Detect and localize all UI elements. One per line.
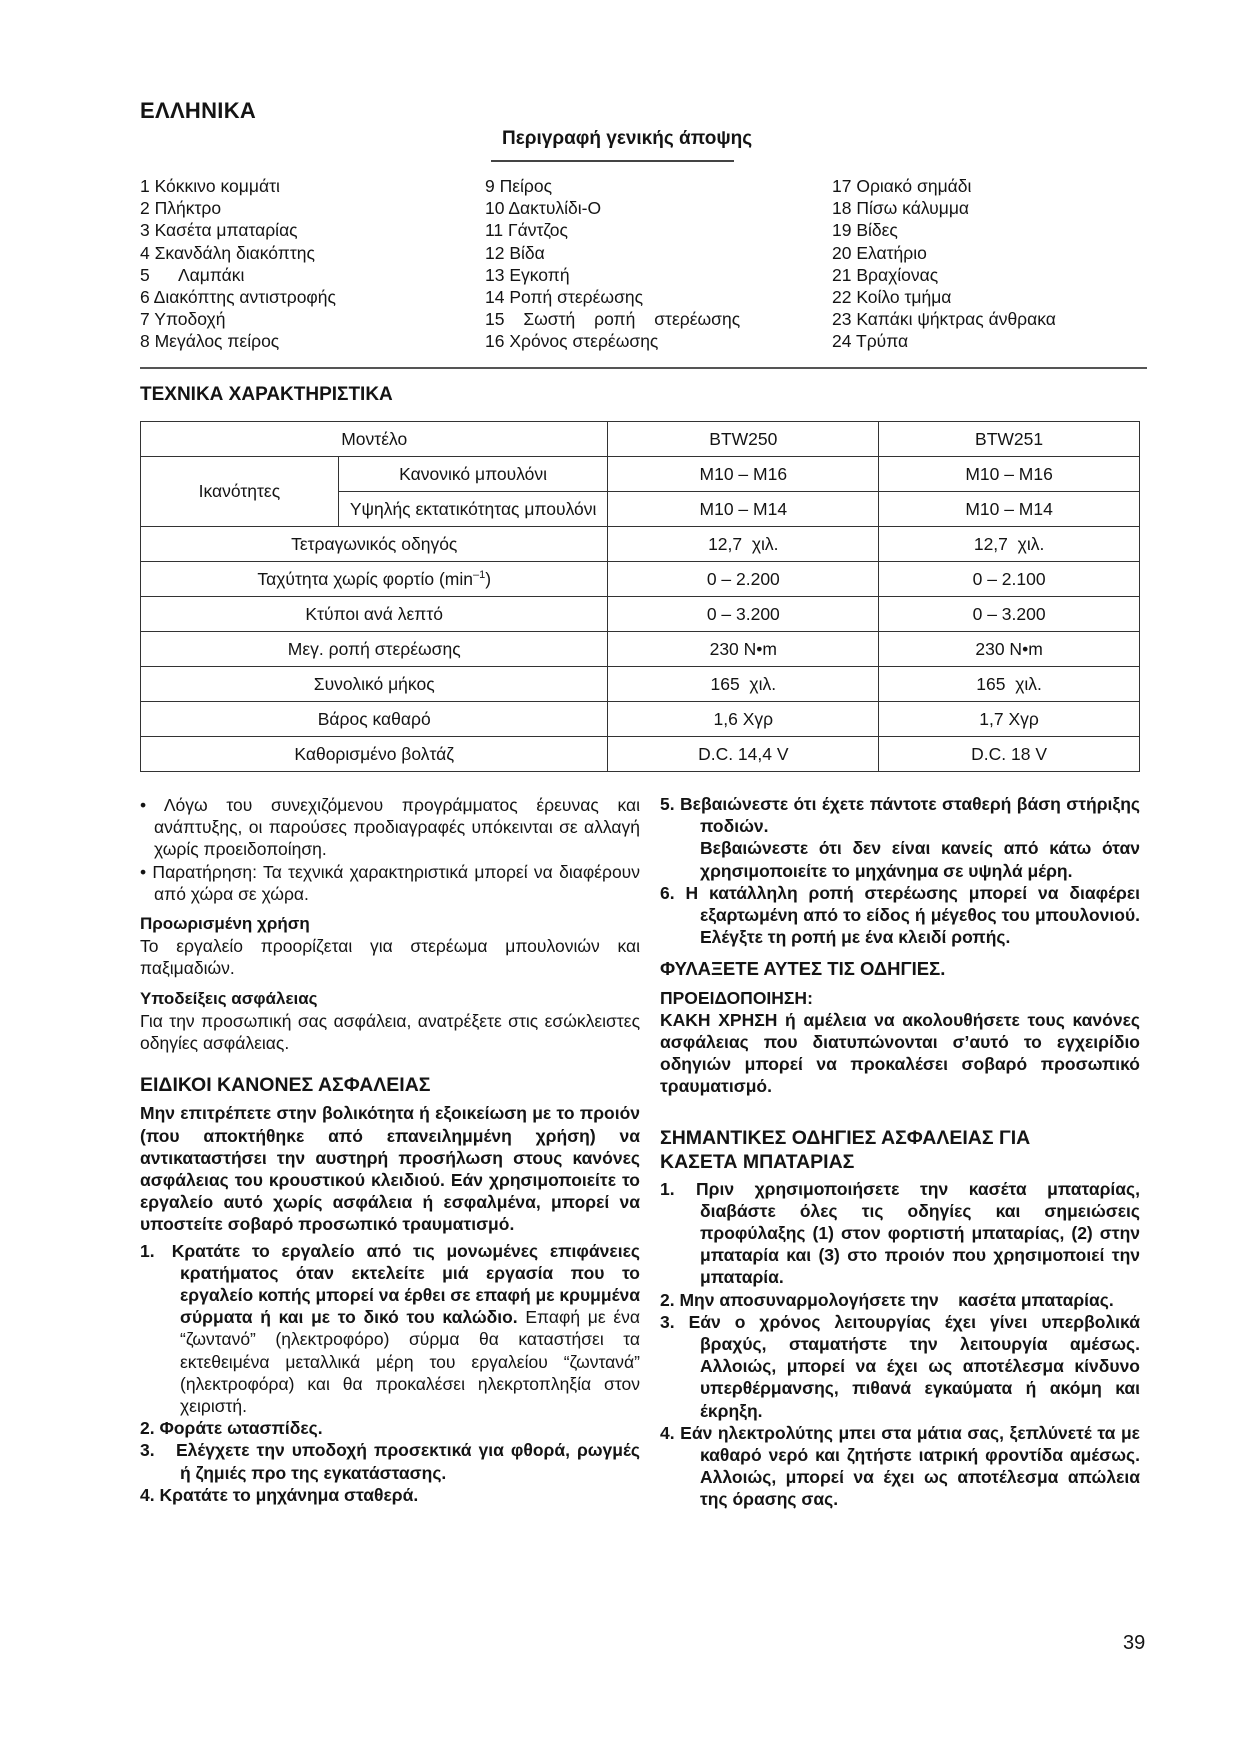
- value-cell: M10 – M16: [608, 457, 879, 492]
- part-item: 24 Τρύπα: [832, 331, 909, 352]
- part-item: 14 Ροπή στερέωσης: [485, 287, 644, 308]
- safety-hints-text: Για την προσωπική σας ασφάλεια, ανατρέξετε στις εσώκλειστες οδηγίες ασφάλειας.: [140, 1010, 640, 1054]
- battery-item: [660, 1289, 1140, 1311]
- rule-item: [140, 1484, 640, 1506]
- row-label-cell: Κανονικό μπουλόνι: [338, 457, 608, 492]
- part-item: 3 Κασέτα μπαταρίας: [140, 220, 298, 241]
- rule-item: [660, 793, 1140, 837]
- rule-text-bold: Βεβαιώνεστε ότι έχετε πάντοτε σταθερή βάση στήριξης ποδιών.: [680, 794, 1141, 837]
- item-number: 6.: [660, 882, 675, 903]
- section-divider: [140, 367, 1147, 369]
- unit-superscript: –1: [473, 568, 486, 581]
- row-label-cell: Τετραγωνικός οδηγός: [141, 527, 608, 562]
- value-cell: M10 – M14: [608, 492, 879, 527]
- item-number: 1.: [660, 1178, 675, 1199]
- value-cell: 165 χιλ.: [608, 667, 879, 702]
- part-item: 19 Βίδες: [832, 220, 898, 241]
- item-number: 2.: [660, 1289, 675, 1310]
- value-cell: 0 – 3.200: [879, 597, 1140, 632]
- rule-text-bold: Η κατάλληλη ροπή στερέωσης μπορεί να διαφέρει εξαρτωμένη από το είδος ή μέγεθος του μπουλονιού. Ελέγξτε τη ροπή με ένα κλειδί ροπής.: [685, 882, 1140, 948]
- special-rules-intro: Μην επιτρέπετε στην βολικότητα ή εξοικείωση με το προιόν (που αποκτήθηκε από επανειλημμένη χρήση) να αντικαταστήσει την αυστηρή προσήλωση στους κανόνες ασφάλειας του κρουστικού κλειδιού. Εάν χρησιμοποιείτε το εργαλείο αυτό χωρίς ασφάλεια ή εσφαλμένα, μπορεί να υποστείτε σοβαρό προσωπικό τραυματισμό.: [140, 1103, 640, 1235]
- part-item: 7 Υποδοχή: [140, 309, 226, 330]
- part-item: 21 Βραχίονας: [832, 264, 939, 285]
- row-label-cell: Καθορισμένο βολτάζ: [141, 737, 608, 772]
- battery-item-text: Πριν χρησιμοποιήσετε την κασέτα μπαταρίας, διαβάστε όλες τις οδηγίες και σημειώσεις προφύλαξης (1) στον φορτιστή μπαταρίας, (2) στην μπαταρία και (3) στο προιόν που χρησιμοποιεί την μπαταρία.: [696, 1178, 1140, 1288]
- overview-heading: Περιγραφή γενικής άποψης: [502, 128, 753, 149]
- save-instructions-heading: ΦΥΛΑΞΕΤΕ ΑΥΤΕΣ ΤΙΣ ΟΔΗΓΙΕΣ.: [660, 958, 946, 980]
- battery-item: [660, 1311, 1140, 1422]
- row-label-text: Ταχύτητα χωρίς φορτίο (min: [257, 568, 474, 589]
- safety-hints-heading: Υποδείξεις ασφάλειας: [140, 988, 318, 1008]
- part-item: 6 Διακόπτης αντιστροφής: [140, 287, 336, 308]
- special-rules-heading: ΕΙΔΙΚΟΙ ΚΑΝΟΝΕΣ ΑΣΦΑΛΕΙΑΣ: [140, 1074, 431, 1097]
- rule-text-bold: Κρατάτε το μηχάνημα σταθερά.: [159, 1484, 419, 1505]
- item-number: 4.: [140, 1484, 155, 1505]
- rule-item: [660, 882, 1140, 949]
- table-row: [141, 737, 1140, 772]
- capacity-label-cell: Ικανότητες: [141, 457, 339, 527]
- row-label-cell: [141, 562, 608, 597]
- battery-item-text: Μην αποσυναρμολογήσετε την κασέτα μπαταρίας.: [679, 1289, 1114, 1310]
- battery-heading: [660, 1126, 1140, 1174]
- battery-item-text: Εάν ηλεκτρολύτης μπει στα μάτια σας, ξεπλύνετέ τα με καθαρό νερό και ζητήστε ιατρική φροντίδα αμέσως. Αλλοιώς, μπορεί να έχει ως αποτέλεσμα απώλεια της όρασης σας.: [680, 1422, 1140, 1510]
- row-label-cell: Κτύποι ανά λεπτό: [141, 597, 608, 632]
- value-cell: M10 – M14: [879, 492, 1140, 527]
- part-item: 15 Σωστή ροπή στερέωσης: [485, 309, 741, 330]
- value-cell: 0 – 2.100: [879, 562, 1140, 597]
- item-number: 3.: [140, 1440, 155, 1461]
- spec-note: • Λόγω του συνεχιζόμενου προγράμματος έρευνας και ανάπτυξης, οι παρούσες προδιαγραφές υπόκεινται σε αλλαγή χωρίς προειδοποίηση.: [140, 795, 640, 860]
- row-label-cell: Βάρος καθαρό: [141, 702, 608, 737]
- part-item: 18 Πίσω κάλυμμα: [832, 198, 970, 219]
- table-row: [141, 527, 1140, 562]
- part-item: 12 Βίδα: [485, 242, 545, 263]
- part-item: 17 Οριακό σημάδι: [832, 176, 972, 196]
- model-cell: BTW250: [608, 422, 879, 457]
- overview-underline: [491, 160, 734, 162]
- value-cell: 230 N•m: [608, 632, 879, 667]
- table-row: [141, 667, 1140, 702]
- rule-text-bold: Ελέγχετε την υποδοχή προσεκτικά για φθορά, ρωγμές ή ζημιές προ της εγκατάστασης.: [176, 1440, 640, 1483]
- rule-text-bold: Κρατάτε το εργαλείο από τις μονωμένες επιφάνειες κρατήματος όταν εκτελείτε μιά εργασία που το εργαλείο κοπής μπορεί να έρθει σε επαφή με κρυμμένα σύρματα ή και με το δικό του καλώδιο.: [171, 1240, 640, 1328]
- part-item: 2 Πλήκτρο: [140, 198, 222, 219]
- table-row: [141, 422, 1140, 457]
- item-number: 3.: [660, 1311, 675, 1332]
- value-cell: 1,7 Χγρ: [879, 702, 1140, 737]
- part-item: 20 Ελατήριο: [832, 242, 927, 263]
- value-cell: D.C. 18 V: [879, 737, 1140, 772]
- value-cell: 230 N•m: [879, 632, 1140, 667]
- parts-list-column-1: [140, 175, 336, 353]
- parts-list-column-3: [832, 175, 1056, 353]
- battery-heading-line-1: ΣΗΜΑΝΤΙΚΕΣ ΟΔΗΓΙΕΣ ΑΣΦΑΛΕΙΑΣ ΓΙΑ: [660, 1126, 1031, 1149]
- specifications-table: [140, 421, 1140, 772]
- rule-item: [140, 1240, 640, 1418]
- table-row: [141, 597, 1140, 632]
- warning-text: ΚΑΚΗ ΧΡΗΣΗ ή αμέλεια να ακολουθήσετε τους κανόνες ασφάλειας που διατυπώνονται σ’αυτό το εγχειρίδιο οδηγιών μπορεί να προκαλέσει σοβαρό προσωπικό τραυματισμό.: [660, 1009, 1140, 1097]
- intended-use-heading: Προωρισμένη χρήση: [140, 914, 310, 934]
- table-row: [141, 562, 1140, 597]
- intended-use-text: Το εργαλείο προορίζεται για στερέωμα μπουλονιών και παξιμαδιών.: [140, 936, 640, 979]
- item-number: 2.: [140, 1418, 155, 1439]
- item-number: 1.: [140, 1240, 155, 1261]
- page-number: 39: [1123, 1632, 1146, 1654]
- value-cell: 0 – 2.200: [608, 562, 879, 597]
- item-number: 4.: [660, 1422, 675, 1443]
- table-row: [141, 702, 1140, 737]
- value-cell: M10 – M16: [879, 457, 1140, 492]
- language-heading: ΕΛΛΗΝΙΚΑ: [140, 98, 257, 123]
- battery-item: [660, 1422, 1140, 1511]
- row-label-cell: Υψηλής εκτατικότητας μπουλόνι: [338, 492, 608, 527]
- battery-item-text: Εάν ο χρόνος λειτουργίας έχει γίνει υπερβολικά βραχύς, σταματήστε την λειτουργία αμέσως. Αλλοιώς, μπορεί να έχει ως αποτέλεσμα κίνδυνο υπερθέρμανσης, πιθανά εγκαύματα ή ακόμη και έκρηξη.: [688, 1311, 1140, 1421]
- part-item: 16 Χρόνος στερέωσης: [485, 331, 659, 352]
- warning-heading: ΠΡΟΕΙΔΟΠΟΙΗΣΗ:: [660, 987, 813, 1008]
- value-cell: 165 χιλ.: [879, 667, 1140, 702]
- row-label-cell: Μεγ. ροπή στερέωσης: [141, 632, 608, 667]
- value-cell: 12,7 χιλ.: [879, 527, 1140, 562]
- model-label-cell: Μοντέλο: [141, 422, 608, 457]
- table-row: [141, 632, 1140, 667]
- table-row: [141, 457, 1140, 492]
- part-item: 8 Μεγάλος πείρος: [140, 331, 280, 352]
- parts-list-column-2: [485, 175, 740, 353]
- rule-text-bold: Φοράτε ωτασπίδες.: [159, 1418, 323, 1439]
- right-column: [660, 793, 1140, 1511]
- left-column: [140, 794, 640, 1506]
- part-item: 23 Καπάκι ψήκτρας άνθρακα: [832, 309, 1056, 330]
- part-item: 9 Πείρος: [485, 176, 553, 196]
- rule-text: Επαφή με ένα “ζωντανό” (ηλεκτροφόρο) σύρμα θα καταστήσει τα εκτεθειμένα μεταλλικά μέρη του εργαλείου “ζωντανά” (ηλεκτροφόρα) και θα προκαλέσει ηλεκρτοπληξία στον χειριστή.: [180, 1307, 640, 1417]
- value-cell: 0 – 3.200: [608, 597, 879, 632]
- value-cell: D.C. 14,4 V: [608, 737, 879, 772]
- part-item: 5 Λαμπάκι: [140, 264, 245, 285]
- rule-extra-text: Βεβαιώνεστε ότι δεν είναι κανείς από κάτω όταν χρησιμοποιείτε το μηχάνημα σε υψηλά μέρη.: [700, 838, 1140, 881]
- value-cell: 1,6 Χγρ: [608, 702, 879, 737]
- part-item: 22 Κοίλο τμήμα: [832, 287, 952, 308]
- part-item: 13 Εγκοπή: [485, 264, 570, 285]
- part-item: 4 Σκανδάλη διακόπτης: [140, 242, 315, 263]
- spec-note: • Παρατήρηση: Τα τεχνικά χαρακτηριστικά μπορεί να διαφέρουν από χώρα σε χώρα.: [140, 861, 640, 904]
- row-label-cell: Συνολικό μήκος: [141, 667, 608, 702]
- model-cell: BTW251: [879, 422, 1140, 457]
- part-item: 11 Γάντζος: [485, 220, 568, 241]
- specifications-heading: ΤΕΧΝΙΚΑ ΧΑΡΑΚΤΗΡΙΣΤΙΚΑ: [140, 384, 393, 405]
- row-label-end: ): [485, 568, 492, 589]
- rule-item: [140, 1439, 640, 1483]
- value-cell: 12,7 χιλ.: [608, 527, 879, 562]
- battery-heading-line-2: ΚΑΣΕΤΑ ΜΠΑΤΑΡΙΑΣ: [660, 1150, 855, 1173]
- battery-item: [660, 1178, 1140, 1289]
- rule-item: [140, 1417, 640, 1439]
- part-item: 10 Δακτυλίδι-Ο: [485, 198, 602, 219]
- item-number: 5.: [660, 794, 675, 814]
- part-item: 1 Κόκκινο κομμάτι: [140, 176, 280, 196]
